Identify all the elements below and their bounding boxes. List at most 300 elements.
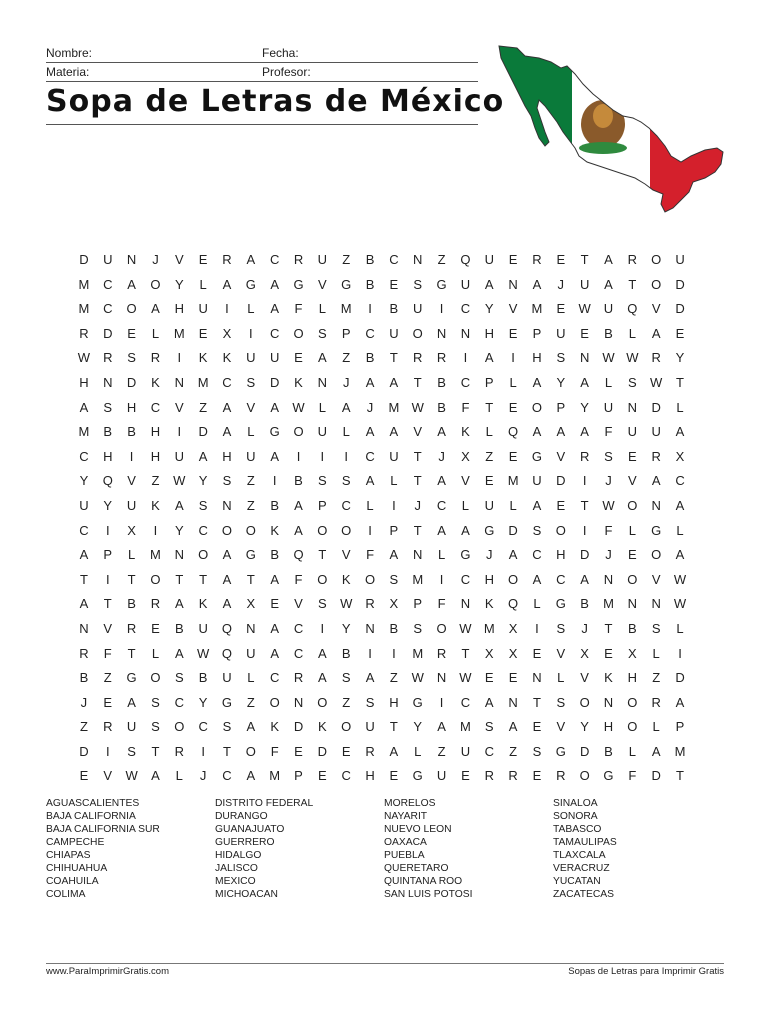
- grid-cell: L: [199, 276, 207, 292]
- grid-cell: V: [651, 571, 661, 587]
- grid-cell: S: [627, 374, 637, 390]
- grid-cell: A: [508, 719, 518, 735]
- grid-cell: I: [272, 473, 277, 489]
- grid-cell: C: [341, 768, 351, 784]
- grid-cell: D: [126, 374, 137, 390]
- word-list-item: HIDALGO: [215, 850, 262, 861]
- grid-cell: G: [603, 768, 614, 784]
- grid-cell: L: [485, 424, 493, 440]
- grid-cell: U: [269, 350, 280, 366]
- grid-row: [72, 691, 692, 716]
- grid-cell: J: [414, 497, 421, 513]
- grid-cell: I: [535, 620, 539, 636]
- grid-cell: L: [676, 522, 684, 538]
- grid-cell: F: [604, 522, 613, 538]
- grid-cell: A: [365, 374, 375, 390]
- grid-cell: U: [484, 252, 494, 267]
- grid-cell: L: [628, 325, 636, 341]
- grid-cell: A: [389, 743, 399, 759]
- grid-cell: E: [604, 645, 613, 661]
- grid-cell: A: [532, 571, 542, 587]
- grid-cell: C: [556, 571, 566, 587]
- grid-cell: G: [412, 768, 423, 784]
- grid-cell: H: [222, 448, 232, 464]
- grid-cell: T: [127, 645, 136, 661]
- grid-cell: O: [341, 719, 352, 735]
- grid-cell: C: [293, 645, 304, 661]
- grid-cell: A: [556, 424, 566, 440]
- grid-row: [72, 617, 692, 642]
- grid-cell: K: [294, 374, 303, 390]
- grid-cell: A: [651, 743, 661, 759]
- grid-cell: T: [580, 497, 589, 513]
- grid-cell: P: [318, 497, 327, 513]
- grid-row: [72, 543, 692, 568]
- grid-cell: L: [509, 497, 517, 513]
- grid-cell: A: [532, 497, 542, 513]
- grid-cell: R: [651, 350, 661, 366]
- grid-cell: B: [341, 645, 351, 661]
- grid-cell: G: [245, 547, 256, 563]
- grid-cell: A: [222, 571, 232, 587]
- grid-cell: A: [675, 497, 685, 513]
- grid-cell: M: [412, 645, 424, 661]
- grid-cell: A: [79, 399, 89, 415]
- grid-cell: R: [365, 743, 375, 759]
- grid-cell: R: [436, 350, 447, 366]
- grid-cell: L: [247, 670, 255, 686]
- grid-cell: H: [79, 374, 89, 390]
- grid-cell: E: [151, 620, 160, 636]
- grid-cell: E: [103, 694, 113, 710]
- word-list-item: YUCATAN: [553, 876, 601, 887]
- grid-cell: V: [294, 596, 303, 612]
- grid-cell: K: [270, 522, 279, 538]
- grid-cell: U: [174, 448, 184, 464]
- grid-cell: M: [507, 473, 519, 489]
- grid-cell: K: [151, 374, 160, 390]
- word-column: [553, 797, 722, 901]
- grid-cell: Z: [151, 473, 160, 489]
- grid-cell: D: [269, 374, 280, 390]
- grid-cell: Y: [174, 522, 184, 538]
- grid-cell: I: [439, 571, 444, 587]
- grid-cell: S: [341, 473, 351, 489]
- grid-cell: B: [270, 497, 279, 513]
- grid-cell: G: [555, 743, 566, 759]
- subject-label: Materia:: [46, 65, 90, 79]
- grid-cell: N: [293, 694, 304, 710]
- grid-cell: E: [294, 350, 303, 366]
- grid-cell: Y: [580, 399, 589, 415]
- grid-cell: B: [604, 743, 613, 759]
- grid-cell: V: [580, 670, 589, 686]
- grid-cell: N: [508, 276, 518, 292]
- word-list-item: SINALOA: [553, 798, 598, 809]
- grid-cell: K: [484, 596, 494, 612]
- word-list-item: TAMAULIPAS: [553, 837, 617, 848]
- grid-cell: L: [652, 645, 660, 661]
- word-list-item: MICHOACAN: [215, 889, 278, 900]
- word-list-item: TABASCO: [553, 824, 602, 835]
- grid-cell: I: [439, 301, 444, 317]
- grid-cell: Y: [79, 473, 89, 489]
- grid-cell: R: [293, 670, 304, 686]
- grid-cell: Q: [221, 620, 233, 636]
- grid-cell: H: [365, 768, 375, 784]
- grid-cell: H: [126, 399, 137, 415]
- grid-cell: M: [483, 620, 495, 636]
- grid-cell: E: [484, 670, 494, 686]
- grid-cell: E: [294, 743, 303, 759]
- grid-cell: A: [222, 424, 232, 440]
- grid-cell: T: [413, 374, 422, 390]
- grid-cell: W: [173, 473, 186, 489]
- grid-cell: W: [77, 350, 91, 366]
- grid-cell: H: [484, 571, 494, 587]
- word-list-item: SAN LUIS POTOSI: [384, 889, 473, 900]
- grid-cell: T: [223, 743, 231, 759]
- grid-cell: A: [270, 645, 279, 661]
- grid-cell: C: [341, 497, 351, 513]
- grid-cell: T: [580, 252, 589, 267]
- grid-cell: A: [532, 424, 542, 440]
- teacher-label: Profesor:: [262, 65, 311, 79]
- grid-cell: M: [197, 374, 209, 390]
- grid-cell: O: [412, 325, 423, 341]
- grid-cell: O: [174, 719, 185, 735]
- grid-cell: W: [292, 399, 305, 415]
- grid-cell: C: [269, 325, 280, 341]
- grid-cell: U: [103, 252, 113, 267]
- grid-cell: E: [484, 473, 494, 489]
- word-list-item: AGUASCALIENTES: [46, 798, 140, 809]
- grid-cell: S: [103, 399, 113, 415]
- grid-cell: O: [651, 252, 662, 267]
- grid-cell: U: [484, 497, 494, 513]
- grid-cell: L: [151, 325, 160, 341]
- grid-cell: X: [508, 620, 518, 636]
- grid-cell: E: [389, 276, 399, 292]
- grid-cell: W: [673, 596, 687, 612]
- letter-grid: [72, 248, 692, 789]
- grid-cell: H: [627, 670, 638, 686]
- grid-cell: O: [245, 743, 256, 759]
- grid-cell: L: [247, 301, 255, 317]
- grid-cell: U: [126, 719, 137, 735]
- grid-cell: J: [366, 399, 374, 415]
- grid-cell: C: [79, 522, 89, 538]
- grid-cell: S: [389, 571, 399, 587]
- grid-cell: W: [602, 497, 615, 513]
- grid-cell: M: [78, 301, 90, 317]
- grid-cell: V: [461, 473, 470, 489]
- grid-cell: E: [270, 596, 279, 612]
- grid-cell: M: [460, 719, 471, 735]
- name-label: Nombre:: [46, 46, 93, 60]
- grid-cell: J: [80, 694, 88, 710]
- grid-cell: S: [413, 276, 423, 292]
- grid-cell: F: [270, 743, 279, 759]
- grid-cell: F: [103, 645, 112, 661]
- grid-cell: N: [579, 350, 590, 366]
- grid-cell: F: [437, 596, 446, 612]
- grid-cell: E: [580, 325, 589, 341]
- grid-row: [72, 740, 692, 765]
- grid-cell: M: [603, 596, 614, 612]
- grid-cell: I: [392, 645, 396, 661]
- word-list-item: OAXACA: [384, 837, 427, 848]
- grid-cell: X: [389, 596, 399, 612]
- word-list-item: DURANGO: [215, 811, 268, 822]
- grid-cell: T: [103, 596, 112, 612]
- grid-cell: Q: [508, 596, 519, 612]
- grid-cell: Q: [508, 424, 519, 440]
- word-list-item: CHIAPAS: [46, 850, 91, 861]
- grid-cell: S: [556, 694, 566, 710]
- grid-cell: I: [105, 571, 110, 587]
- grid-cell: P: [484, 374, 494, 390]
- grid-cell: R: [413, 350, 423, 366]
- grid-cell: I: [582, 473, 587, 489]
- grid-cell: C: [222, 768, 232, 784]
- grid-cell: C: [675, 473, 685, 489]
- grid-cell: J: [438, 448, 445, 464]
- grid-cell: L: [461, 497, 470, 513]
- grid-cell: N: [603, 571, 614, 587]
- grid-cell: J: [605, 547, 612, 563]
- grid-cell: N: [532, 670, 542, 686]
- grid-cell: E: [675, 325, 685, 341]
- grid-cell: O: [221, 522, 233, 538]
- grid-cell: R: [484, 768, 494, 784]
- grid-cell: A: [532, 276, 542, 292]
- grid-cell: Y: [198, 473, 208, 489]
- grid-cell: P: [675, 719, 685, 735]
- grid-cell: H: [556, 547, 566, 563]
- grid-cell: A: [270, 276, 279, 292]
- grid-cell: B: [294, 473, 303, 489]
- grid-cell: P: [341, 325, 351, 341]
- grid-cell: B: [437, 399, 446, 415]
- grid-cell: C: [460, 571, 471, 587]
- grid-cell: N: [174, 547, 184, 563]
- grid-cell: F: [294, 301, 303, 317]
- grid-cell: K: [604, 670, 613, 686]
- grid-cell: A: [79, 596, 89, 612]
- grid-cell: M: [269, 768, 281, 784]
- word-list-item: JALISCO: [215, 863, 258, 874]
- grid-cell: L: [151, 645, 160, 661]
- grid-cell: L: [676, 399, 684, 415]
- grid-cell: X: [461, 448, 470, 464]
- grid-cell: U: [317, 252, 328, 267]
- grid-cell: U: [126, 497, 137, 513]
- grid-cell: Y: [484, 301, 494, 317]
- grid-cell: A: [651, 325, 661, 341]
- grid-cell: Z: [246, 497, 255, 513]
- grid-cell: H: [150, 424, 161, 440]
- grid-cell: A: [604, 252, 613, 267]
- grid-cell: R: [365, 596, 375, 612]
- grid-cell: G: [221, 694, 233, 710]
- word-list-item: NAYARIT: [384, 811, 428, 822]
- grid-cell: X: [246, 596, 256, 612]
- word-list-item: BAJA CALIFORNIA: [46, 811, 136, 822]
- grid-cell: E: [508, 399, 518, 415]
- grid-cell: N: [460, 325, 471, 341]
- grid-cell: N: [79, 620, 89, 636]
- grid-cell: Q: [221, 645, 233, 661]
- grid-cell: U: [198, 301, 208, 317]
- grid-cell: A: [270, 301, 279, 317]
- grid-cell: O: [579, 768, 590, 784]
- grid-cell: A: [246, 719, 256, 735]
- grid-cell: R: [150, 350, 161, 366]
- grid-cell: S: [127, 743, 136, 759]
- grid-cell: H: [389, 694, 399, 710]
- grid-cell: A: [365, 424, 375, 440]
- grid-cell: C: [269, 252, 280, 267]
- grid-cell: O: [150, 670, 161, 686]
- grid-cell: O: [317, 694, 328, 710]
- grid-cell: A: [389, 424, 399, 440]
- grid-cell: A: [246, 252, 256, 267]
- grid-cell: U: [413, 301, 423, 317]
- grid-cell: T: [676, 374, 684, 390]
- grid-cell: E: [532, 645, 542, 661]
- grid-cell: R: [150, 596, 161, 612]
- grid-cell: P: [413, 596, 423, 612]
- grid-cell: A: [389, 547, 399, 563]
- grid-cell: E: [556, 497, 566, 513]
- grid-cell: J: [581, 620, 588, 636]
- grid-cell: J: [342, 374, 350, 390]
- grid-cell: L: [509, 374, 517, 390]
- grid-cell: M: [150, 547, 161, 563]
- grid-cell: T: [318, 547, 327, 563]
- grid-cell: A: [270, 571, 279, 587]
- grid-cell: I: [296, 448, 301, 464]
- grid-cell: C: [436, 497, 447, 513]
- grid-cell: A: [318, 350, 327, 366]
- grid-row: [72, 642, 692, 667]
- grid-cell: J: [486, 547, 493, 563]
- grid-cell: I: [344, 448, 349, 464]
- word-column: [384, 797, 553, 901]
- grid-cell: A: [365, 473, 375, 489]
- grid-cell: W: [626, 350, 639, 366]
- grid-row: [72, 666, 692, 691]
- grid-cell: A: [198, 448, 208, 464]
- grid-cell: E: [627, 547, 637, 563]
- grid-cell: D: [675, 276, 685, 292]
- grid-cell: S: [532, 522, 542, 538]
- grid-cell: P: [532, 325, 542, 341]
- grid-cell: X: [508, 645, 518, 661]
- grid-cell: C: [389, 252, 399, 267]
- grid-cell: E: [508, 325, 518, 341]
- grid-cell: U: [246, 645, 256, 661]
- grid-cell: U: [389, 325, 399, 341]
- grid-cell: L: [628, 522, 636, 538]
- grid-cell: V: [556, 719, 566, 735]
- grid-cell: R: [508, 768, 518, 784]
- grid-cell: B: [174, 620, 184, 636]
- grid-cell: O: [150, 276, 161, 292]
- word-list-item: SONORA: [553, 811, 598, 822]
- grid-cell: N: [436, 670, 447, 686]
- grid-cell: W: [459, 670, 472, 686]
- grid-cell: O: [293, 424, 304, 440]
- grid-cell: N: [460, 596, 471, 612]
- grid-cell: K: [318, 719, 327, 735]
- grid-cell: D: [556, 473, 566, 489]
- grid-cell: N: [413, 252, 423, 267]
- grid-cell: C: [79, 448, 89, 464]
- grid-cell: N: [246, 620, 256, 636]
- grid-cell: D: [508, 522, 518, 538]
- grid-cell: E: [508, 448, 518, 464]
- grid-cell: N: [103, 374, 113, 390]
- grid-cell: B: [127, 424, 136, 440]
- word-list-item: BAJA CALIFORNIA SUR: [46, 824, 160, 835]
- word-list-item: VERACRUZ: [553, 863, 610, 874]
- grid-cell: Z: [652, 670, 661, 686]
- grid-row: [72, 371, 692, 396]
- grid-cell: T: [413, 473, 422, 489]
- grid-cell: B: [365, 276, 375, 292]
- grid-cell: N: [508, 694, 518, 710]
- grid-cell: U: [246, 448, 256, 464]
- grid-cell: A: [79, 547, 89, 563]
- grid-row: [72, 273, 692, 298]
- grid-cell: B: [103, 424, 113, 440]
- grid-cell: R: [651, 694, 661, 710]
- grid-cell: T: [413, 522, 422, 538]
- grid-cell: S: [341, 670, 351, 686]
- grid-cell: C: [532, 547, 542, 563]
- grid-cell: B: [79, 670, 89, 686]
- grid-cell: D: [579, 743, 590, 759]
- grid-cell: X: [127, 522, 136, 538]
- grid-cell: S: [151, 694, 160, 710]
- grid-cell: N: [436, 325, 447, 341]
- grid-cell: Z: [437, 743, 446, 759]
- grid-cell: S: [318, 325, 327, 341]
- grid-cell: E: [198, 252, 208, 267]
- word-list-item: COLIMA: [46, 889, 86, 900]
- grid-cell: R: [556, 768, 566, 784]
- grid-cell: T: [389, 350, 398, 366]
- mexico-flag-map-icon: [495, 44, 727, 216]
- grid-cell: D: [579, 547, 590, 563]
- grid-cell: Z: [389, 670, 398, 686]
- grid-cell: S: [246, 374, 256, 390]
- grid-cell: B: [580, 596, 589, 612]
- grid-cell: A: [318, 645, 327, 661]
- grid-cell: U: [246, 350, 256, 366]
- grid-cell: H: [603, 719, 614, 735]
- grid-cell: R: [126, 620, 137, 636]
- grid-cell: O: [651, 547, 662, 563]
- grid-cell: A: [270, 620, 279, 636]
- grid-cell: X: [484, 645, 494, 661]
- grid-cell: A: [341, 399, 351, 415]
- grid-cell: G: [484, 522, 495, 538]
- grid-cell: C: [198, 522, 208, 538]
- word-column: [46, 797, 215, 901]
